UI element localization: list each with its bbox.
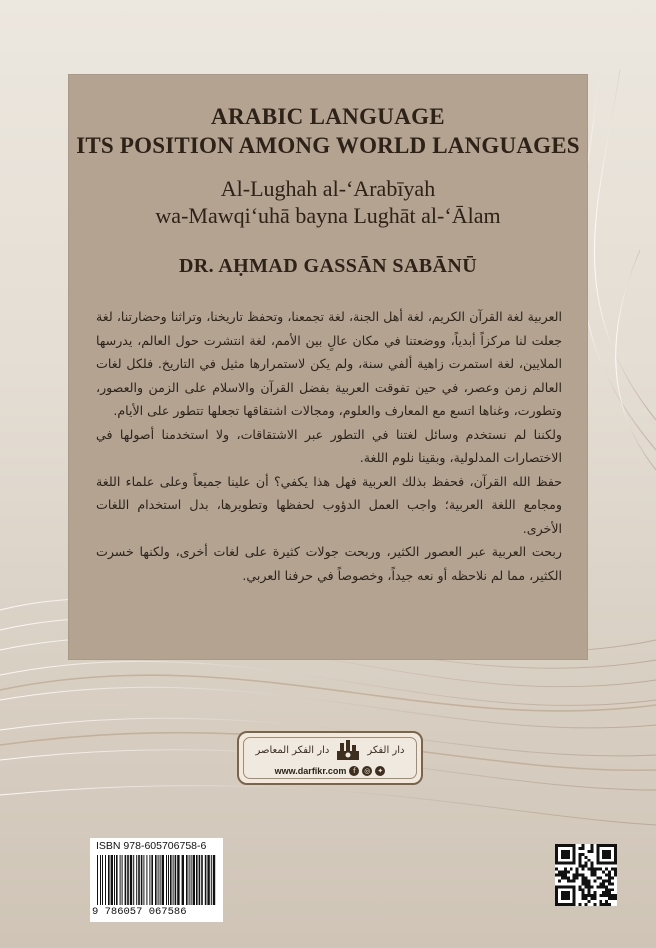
qr-module <box>605 868 608 871</box>
qr-module <box>579 888 582 891</box>
qr-module <box>582 897 585 900</box>
qr-module <box>555 868 558 871</box>
qr-module <box>585 894 588 897</box>
transliterated-title-line-2: wa-Mawqi‘uhā bayna Lughāt al-‘Ālam <box>155 203 501 228</box>
qr-module <box>611 868 614 871</box>
qr-module <box>608 897 611 900</box>
qr-module <box>590 868 593 871</box>
qr-module <box>608 876 611 879</box>
qr-module <box>590 844 593 847</box>
qr-module <box>614 897 617 900</box>
barcode-bar <box>189 855 190 905</box>
qr-module <box>558 871 561 874</box>
publisher-contact-row <box>247 763 413 779</box>
barcode-bar <box>100 855 101 905</box>
publisher-logo-icon <box>335 739 361 761</box>
qr-module <box>611 894 614 897</box>
qr-module <box>605 874 608 877</box>
qr-module <box>599 876 602 879</box>
barcode-bar <box>162 855 164 905</box>
barcode-bar <box>191 855 192 905</box>
qr-module <box>614 894 617 897</box>
barcode-bar <box>177 855 179 905</box>
qr-module <box>579 847 582 850</box>
qr-module <box>573 874 576 877</box>
qr-code <box>555 844 617 906</box>
barcode-bar <box>149 855 150 905</box>
barcode-bar <box>158 855 159 905</box>
barcode-bar <box>105 855 106 905</box>
qr-module <box>585 897 588 900</box>
qr-module <box>614 874 617 877</box>
barcode-bar <box>138 855 140 905</box>
barcode-bar <box>127 855 129 905</box>
qr-module <box>582 879 585 882</box>
barcode-bar <box>116 855 118 905</box>
qr-module <box>573 876 576 879</box>
barcode-bar <box>122 855 123 905</box>
barcode-bar <box>97 855 98 905</box>
barcode-bar <box>120 855 121 905</box>
barcode-bar <box>196 855 198 905</box>
barcode-bar <box>143 855 144 905</box>
qr-module <box>582 891 585 894</box>
barcode-number: 9 786057 067586 <box>92 906 187 918</box>
qr-module <box>608 874 611 877</box>
qr-module <box>611 876 614 879</box>
barcode-bar <box>108 855 110 905</box>
qr-module <box>611 888 614 891</box>
qr-module <box>599 882 602 885</box>
qr-module <box>579 865 582 868</box>
qr-module <box>561 876 564 879</box>
qr-module <box>582 868 585 871</box>
barcode-bar <box>102 855 103 905</box>
barcode-bar <box>207 855 209 905</box>
barcode-bar <box>111 855 113 905</box>
publisher-name: دار الفكر <box>367 744 405 756</box>
barcode-bars <box>96 855 218 909</box>
qr-module <box>599 900 602 903</box>
qr-module <box>605 885 608 888</box>
qr-module <box>587 885 590 888</box>
qr-module <box>590 847 593 850</box>
qr-module <box>599 894 602 897</box>
qr-module <box>587 882 590 885</box>
qr-module <box>587 879 590 882</box>
twitter-icon[interactable]: ✦ <box>375 766 385 776</box>
qr-module <box>605 894 608 897</box>
barcode-bar <box>173 855 174 905</box>
qr-module <box>579 862 582 865</box>
qr-module <box>579 859 582 862</box>
qr-module <box>579 856 582 859</box>
qr-module <box>593 897 596 900</box>
qr-module <box>605 903 608 906</box>
qr-module <box>593 871 596 874</box>
barcode-bar <box>125 855 127 905</box>
barcode-bar <box>175 855 177 905</box>
barcode-bar <box>170 855 172 905</box>
qr-module <box>590 874 593 877</box>
barcode-bar <box>146 855 147 905</box>
qr-module <box>602 850 611 859</box>
barcode-bar <box>211 855 212 905</box>
qr-module <box>593 868 596 871</box>
qr-module <box>593 874 596 877</box>
barcode-bar <box>133 855 134 905</box>
qr-module <box>573 879 576 882</box>
qr-module <box>576 874 579 877</box>
qr-module <box>576 876 579 879</box>
qr-module <box>611 882 614 885</box>
qr-module <box>590 897 593 900</box>
qr-module <box>558 874 561 877</box>
qr-module <box>614 868 617 871</box>
qr-module <box>587 900 590 903</box>
qr-module <box>587 868 590 871</box>
qr-module <box>561 850 570 859</box>
qr-module <box>582 844 585 847</box>
qr-module <box>582 894 585 897</box>
qr-module <box>582 876 585 879</box>
barcode-bar <box>213 855 215 905</box>
qr-module <box>593 894 596 897</box>
qr-module <box>570 879 573 882</box>
qr-module <box>585 876 588 879</box>
qr-module <box>596 868 599 871</box>
qr-module <box>567 879 570 882</box>
isbn-label: ISBN 978-605706758-6 <box>96 840 207 852</box>
qr-module <box>585 865 588 868</box>
qr-module <box>608 882 611 885</box>
qr-module <box>582 882 585 885</box>
qr-module <box>599 885 602 888</box>
qr-module <box>561 871 564 874</box>
qr-module <box>608 888 611 891</box>
qr-module <box>593 903 596 906</box>
qr-module <box>587 859 590 862</box>
qr-module <box>590 865 593 868</box>
qr-module <box>605 879 608 882</box>
qr-module <box>590 871 593 874</box>
barcode-bar <box>205 855 207 905</box>
transliterated-title-line-1: Al-Lughah al-‘Arabīyah <box>220 176 436 201</box>
qr-module <box>599 868 602 871</box>
author-name: DR. AḤMAD GASSĀN SABĀNŪ <box>178 255 478 277</box>
qr-module <box>585 885 588 888</box>
qr-module <box>582 847 585 850</box>
title-line-1: ARABIC LANGUAGE <box>211 104 445 129</box>
qr-module <box>602 871 605 874</box>
qr-module <box>582 853 585 856</box>
barcode-bar <box>141 855 143 905</box>
qr-module <box>561 891 570 900</box>
blurb-paragraph-1: العربية لغة القرآن الكريم، لغة أهل الجنة، لغة تجمعنا، وتحفظ تاريخنا، وتراثنا وحضارتنا، لغة جعلت لنا مركزاً أبدياً، ووضعتنا في مكان عالٍ بين الأمم، لغة انتشرت حول العالم، يدرسها الملايين، لغة استمرت زاهية ألفي سنة، ولم يكن لاستمرارها مثيل في التاريخ. فلكل لغات العالم زمن وعصر، في حين تفوقت العربية بفضل القرآن والاسلام على الزمن والعصور، وتطورت، وغناها اتسع مع المعارف والعلوم، ومجالات اشتقاقها تجعلها تتطور على الأيام. <box>96 309 562 418</box>
qr-module <box>605 900 608 903</box>
qr-module <box>596 885 599 888</box>
barcode-bar <box>201 855 203 905</box>
qr-module <box>602 894 605 897</box>
qr-module <box>579 903 582 906</box>
qr-module <box>605 891 608 894</box>
qr-module <box>585 879 588 882</box>
qr-module <box>590 894 593 897</box>
blurb-text <box>96 305 562 587</box>
barcode-bar <box>186 855 188 905</box>
barcode-bar <box>166 855 167 905</box>
qr-module <box>611 897 614 900</box>
barcode-bar <box>168 855 169 905</box>
qr-module <box>585 882 588 885</box>
qr-module <box>599 903 602 906</box>
isbn-barcode <box>90 838 223 922</box>
qr-module <box>579 853 582 856</box>
qr-module <box>614 871 617 874</box>
qr-module <box>585 862 588 865</box>
qr-module <box>608 894 611 897</box>
qr-module <box>582 874 585 877</box>
qr-module <box>602 891 605 894</box>
qr-module <box>555 874 558 877</box>
qr-module <box>564 874 567 877</box>
qr-module <box>596 876 599 879</box>
barcode-bar <box>182 855 184 905</box>
qr-module <box>602 882 605 885</box>
qr-module <box>561 874 564 877</box>
instagram-icon[interactable]: ◎ <box>364 767 371 775</box>
qr-module <box>579 885 582 888</box>
qr-module <box>582 865 585 868</box>
barcode-bar <box>114 855 115 905</box>
publisher-logo-row <box>247 739 413 761</box>
qr-module <box>570 868 573 871</box>
qr-module <box>602 879 605 882</box>
qr-module <box>593 891 596 894</box>
qr-module <box>567 876 570 879</box>
qr-module <box>576 868 579 871</box>
publisher-name-sub: دار الفكر المعاصر <box>255 744 330 756</box>
qr-module <box>590 862 593 865</box>
barcode-bar <box>199 855 201 905</box>
qr-module <box>587 894 590 897</box>
qr-module <box>587 891 590 894</box>
blurb-paragraph-4: ربحت العربية عبر العصور الكثير، وربحت جولات كثيرة على لغات أخرى، ولكنها خسرت الكثير، مما لم نلاحظه أو نعه جيداً، وخصوصاً في حرفنا العربي. <box>96 544 562 583</box>
qr-module <box>564 876 567 879</box>
barcode-bar <box>136 855 137 905</box>
qr-module <box>608 879 611 882</box>
qr-module <box>605 888 608 891</box>
qr-module <box>590 885 593 888</box>
qr-module <box>567 871 570 874</box>
qr-module <box>582 888 585 891</box>
publisher-website-link[interactable]: www.darfikr.com <box>274 766 347 776</box>
facebook-icon[interactable]: f <box>349 766 359 776</box>
blurb-paragraph-3: حفظ الله القرآن، فحفظ بذلك العربية فهل هذا يكفي؟ أن علينا جميعاً وعلى علماء اللغة ومجامع اللغة العربية؛ واجب العمل الدؤوب لحفظها وتطويرها، بدل استخدام اللغات الأخرى. <box>96 473 562 536</box>
qr-module <box>608 871 611 874</box>
qr-module <box>587 888 590 891</box>
qr-module <box>608 903 611 906</box>
qr-module <box>585 903 588 906</box>
barcode-bar <box>130 855 132 905</box>
qr-module <box>593 879 596 882</box>
qr-module <box>576 871 579 874</box>
qr-module <box>585 856 588 859</box>
qr-module <box>590 850 593 853</box>
qr-module <box>558 879 561 882</box>
qr-module <box>602 885 605 888</box>
qr-module <box>579 874 582 877</box>
barcode-bar <box>155 855 157 905</box>
qr-module <box>587 850 590 853</box>
qr-module <box>608 891 611 894</box>
qr-module <box>564 868 567 871</box>
qr-module <box>564 871 567 874</box>
barcode-bar <box>160 855 161 905</box>
qr-module <box>602 903 605 906</box>
blurb-paragraph-2: ولكننا لم نستخدم وسائل لغتنا في التطور عبر الاشتقاقات، ولا استخدمنا أصولها في الاختصارات المدلولية، وبقينا نلوم اللغة. <box>96 426 562 465</box>
barcode-bar <box>193 855 195 905</box>
publisher-badge <box>237 731 423 785</box>
title-line-2: ITS POSITION AMONG WORLD LANGUAGES <box>76 133 580 158</box>
barcode-bar <box>151 855 153 905</box>
